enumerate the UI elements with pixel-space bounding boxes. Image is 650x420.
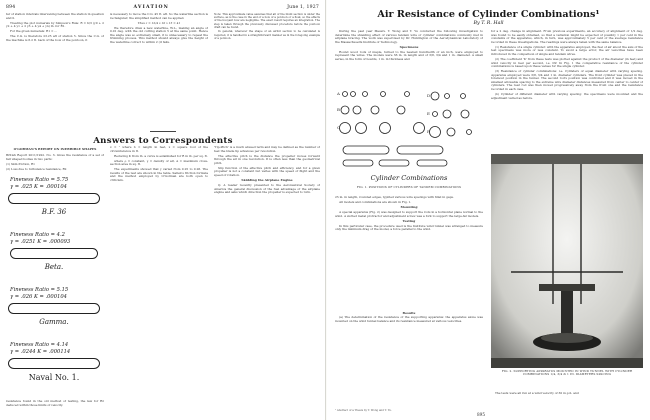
- gamma-k-label: γ = .026 K = .000104: [10, 294, 67, 300]
- paragraph: (2) The coefficient 'K' from these tests was plotted against the product of the diameter (in feet) and wind velocity in feet per second, i.e. DV. In Fig. 1 the comparative resistance of the cylinder combinations is based upon these values for the single cylinder.: [491, 56, 643, 69]
- fig1-handwritten-title: Cylinder Combinations: [370, 174, 448, 182]
- fig1-label: C: [337, 125, 341, 130]
- right-col-1-mid: [335, 196, 483, 306]
- results-heading: Results: [402, 310, 416, 315]
- fig1-caption: FIG. 1. POSITIONS OF CYLINDERS OF TANDEM COMBINATIONS: [356, 185, 462, 189]
- paragraph: (b) Cylinder of different diameter with varying spacing: the specimens were mounted and the adjustment varied as before.: [491, 92, 643, 100]
- body-outline: [10, 248, 98, 259]
- streamline-bodies-figure: [6, 176, 102, 398]
- ans-col-3: [214, 146, 320, 418]
- body-outline: [8, 193, 100, 204]
- paragraph: All models and combinations are shown in Fig. 1.: [339, 199, 412, 204]
- body-item-gamma: [6, 286, 102, 341]
- paragraph: (2) Loss due to turbulence resistance, R2: [6, 166, 67, 171]
- fineness-ratio-label: Fineness Ratio = 4.2: [10, 232, 65, 238]
- section-rule: [150, 131, 176, 132]
- right-col-1-top: [335, 30, 483, 82]
- cylinder-diagram: [335, 84, 483, 184]
- fig2-caption: FIG. 2. SUPPORTING APPARATUS MOUNTED IN WIND TUNNEL WITH CYLINDER COMBINATIONS 1/4, 3/4 & 1 IN. DIAMETERS SPACING: [501, 369, 633, 377]
- body-outline: [8, 303, 100, 314]
- right-page-number: 895: [477, 412, 485, 417]
- paragraph: A special apparatus (Fig. 2) was designed to support the rods in a horizontal plane normal to the wind. A slotted metal protractor and adjustment screw was a fork to support the large-fat models.: [335, 209, 483, 218]
- paragraph: For the given numerals: R1 = ...: [10, 29, 58, 34]
- paragraph: Note: This approximate value assumes that all of the blunt section is under the surface, as is the case in the end of a bow of a pontoon or a float, so the effects of the buoyant bow are negligible. The exact result requires an integration. The step is taken through the previously discussed procedure before the pontoon draft can be found.: [214, 13, 320, 29]
- body-name: Gamma.: [39, 318, 69, 326]
- gamma-k-label: γ = .025 K = .000104: [10, 184, 67, 190]
- paragraph: 25 in. in length, rounded edges, typified various wire spacings with fillet in gaps.: [335, 196, 454, 199]
- gamma-k-label: γ = .0251 K = .000093: [10, 239, 71, 245]
- article-title: Air Resistance of Cylinder Combinations¹: [377, 9, 600, 20]
- fig1-label: F: [427, 129, 430, 134]
- paragraph: for a 2 deg. change in alignment. From previous experiments, an accuracy of alignment of 1/2 deg. was found to be easily obtained, so that a variation might be expected of possibly 1 per cent in the constants of the apparatus, which, in turn, was approximately 5 per cent of the average resistance recorded in these investigations. The readings were always taken with the same balance.: [491, 30, 643, 44]
- subheading: Specimens: [399, 44, 419, 49]
- gamma-k-label: γ = .0244 K = .000114: [10, 349, 71, 355]
- paragraph: where ρ = constant, γ = density of air, A = maximum cross-section area in sq. ft.: [110, 158, 208, 167]
- subheading: Mounting: [400, 205, 418, 210]
- paragraph: (3) Resistance of cylinder combinations: i.e. Cylinders of equal diameter with varying spacing. Apparatus employed were 3/8, 3/4 and 1 in. diameter cylinders. The front cylinder was placed in the foremost position in the tunnel. The second rod's position was controlled and it was moved in the smallest allowable spacing to the extreme wire diameter distances measured from center to center of cylinders. The rear rod was then moved progressively away from the front one and the resistance recorded in each case.: [491, 69, 643, 92]
- paragraph: We therefore draw a new waterline, W.L., making an angle of 0.01 deg. with the old cutting station 5 at the same point. Hence the angle was so extremely small, it is unnecessary to repeat the trimming process. This method should always give the height of the waterline correct to within 2 (it fails.: [110, 25, 208, 44]
- paragraph: In this particular case, the procedure used is the Institute wind tunnel was arranged to measure only the minimum drag of the model, a force parallel to the wind.: [335, 223, 483, 232]
- fig1-label: B: [337, 107, 340, 112]
- left-col-1: [6, 13, 104, 129]
- left-col-2: [110, 13, 208, 129]
- wind-tunnel-photo-figure: [491, 154, 643, 386]
- left-magazine-title: AVIATION: [133, 4, 170, 10]
- footnote: ¹ Abstract of a Thesis by T. Wong and T. Yu.: [335, 409, 392, 412]
- paragraph: The experiments showed that y varied from 0.25 to 0.26. The results of the test are shown in the table. Sallen's friction formula and the method employed by O'Gorman are both open to criticism.: [110, 167, 208, 182]
- body-name: Naval No. 1.: [28, 373, 80, 382]
- paragraph: Round wood rods of maple, turned to the nearest hundredth of an inch, were employed to represent the wires. The models were 36 in. in length and of 3/8, 3/4 and 1 in. diameter. A small series, in the form of boards, 1 in. in thickness and: [335, 49, 483, 61]
- paragraph: (1) Resistance of a single cylinder: with the apparatus employed, the fuel of air about the axis of the test specimens was more or less constant. To avoid a large error, the air velocities have been introduced in the comparison of single and tandem wires.: [491, 44, 643, 56]
- paragraph: The tests were all run at a wind velocity of 30 m.p.h. and: [495, 392, 579, 395]
- right-page: [327, 0, 650, 420]
- paragraph: Reducing K from lb. a curve is established for R in lb. per sq. ft.: [114, 153, 208, 158]
- body-name: Beta.: [44, 263, 64, 271]
- paragraph: British Report 2011/1922. No. 3. Gives the resistance of a set of fair shaped bodies in two parts:: [6, 154, 104, 161]
- ans-col-1: [6, 154, 104, 174]
- paragraph: resistance found in the old method of testing, the law for R2 deduced within those limits of velocity.: [6, 400, 104, 407]
- fig1-label: A: [337, 91, 340, 96]
- paragraph: is necessary to move the C.G. 45 ft. aft. So the waterline section is rectangular; the simplified method can be applied.: [110, 13, 208, 20]
- fig1-label: D: [427, 93, 431, 98]
- fineness-ratio-label: Fineness Ratio = 4.14: [10, 342, 69, 348]
- fig1-label: E: [427, 111, 430, 116]
- ans-col-1-head: [6, 146, 104, 154]
- paragraph: fer of station intervals intervening between the station in question and 0.: [6, 13, 104, 20]
- ans-col-2: [110, 146, 208, 418]
- left-col-3: [214, 13, 320, 129]
- paragraph: The C.G. is therefore 23.25 aft of station 5. Since the C.G. of the machine is 6.2 ft. back of the bow of the pontoon, it: [6, 34, 104, 42]
- body-name: B.F. 36: [41, 208, 67, 216]
- body-item-bf36: [6, 176, 102, 231]
- paragraph: During the past year Messrs. T. Wong and T. Yu conducted the following investigation to determine the shielding effect of various tandem wire or cylinder combinations commonly met in airplane bracing. The work was supervised by Dr. Huntington of the Aerodynamical Laboratory of the Massachusetts Institute of Technology.: [335, 30, 483, 44]
- fineness-ratio-label: Fineness Ratio = 5.15: [10, 287, 69, 293]
- left-issue-date: June 1, 1927: [287, 4, 319, 10]
- left-running-head: [6, 3, 319, 11]
- answers-section-title: Answers to Correspondents: [93, 136, 233, 146]
- left-bottom-text: [6, 400, 104, 418]
- wind-tunnel-photo: [491, 154, 643, 368]
- right-col-2-top: [491, 30, 643, 150]
- left-page-number: 894: [6, 4, 16, 10]
- subheading: Skidding the Airplane Engine: [241, 178, 293, 183]
- body-outline: [8, 358, 100, 369]
- paragraph: Treating the plot numerals by Simpson's Rule: R = h/3 (y0 + 2 y2 + 4 y1 + 2 y3 + 4 y4 + yn) lb. for R1.: [6, 20, 104, 29]
- equation: Thus z = 12/4 x 10 x 15 = 41: [137, 20, 181, 25]
- fineness-ratio-label: Fineness Ratio = 5.75: [10, 177, 69, 183]
- cylinder-combinations-figure: [335, 84, 483, 192]
- paragraph: Slip function of the effective pitch and efficiency, and for a given propeller is not a constant but varies with the speed of flight and the speed of rotation.: [214, 165, 320, 177]
- body-item-naval-no1: [6, 341, 102, 398]
- paragraph: 'Tip-Pitch' is a much abused term and may be defined as the number of feet the blade tip advances per revolution.: [214, 146, 320, 153]
- right-col-1-bottom: [335, 310, 483, 408]
- paragraph: Q. A reader recently presented to the Aeronautical Society of America the general discussion of the fuel advantage of the airplane engine and asks which direction the propeller is expected to turn.: [214, 182, 320, 195]
- article-byline: By T. R. Hall: [473, 21, 504, 26]
- subheading: O'GORMAN'S REPORT ON INERRIBLE SHAPES: [13, 146, 97, 151]
- paragraph: In general, wherever the shape of an airfoil section to be calculated is required, it is handled in a straightforward manner as in the foregoing example of a pontoon.: [214, 30, 320, 40]
- paragraph: x = ² where b = length in feet, x = square root of the circumference in ft.: [110, 146, 208, 153]
- paragraph: The effective pitch is the distance the propeller moves forward through the air in one revolution. It is often less than the geometrical pitch.: [214, 153, 320, 165]
- body-item-beta: [6, 231, 102, 286]
- subheading: Testing: [402, 218, 416, 223]
- right-col-2-bottom: [491, 392, 643, 402]
- paragraph: (a) The determination of the resistance of the supporting apparatus: the apparatus alone was mounted on the wind tunnel balance and its resistance measured at various velocities.: [335, 315, 483, 323]
- paragraph: (1) Skin friction, R1: [6, 161, 35, 166]
